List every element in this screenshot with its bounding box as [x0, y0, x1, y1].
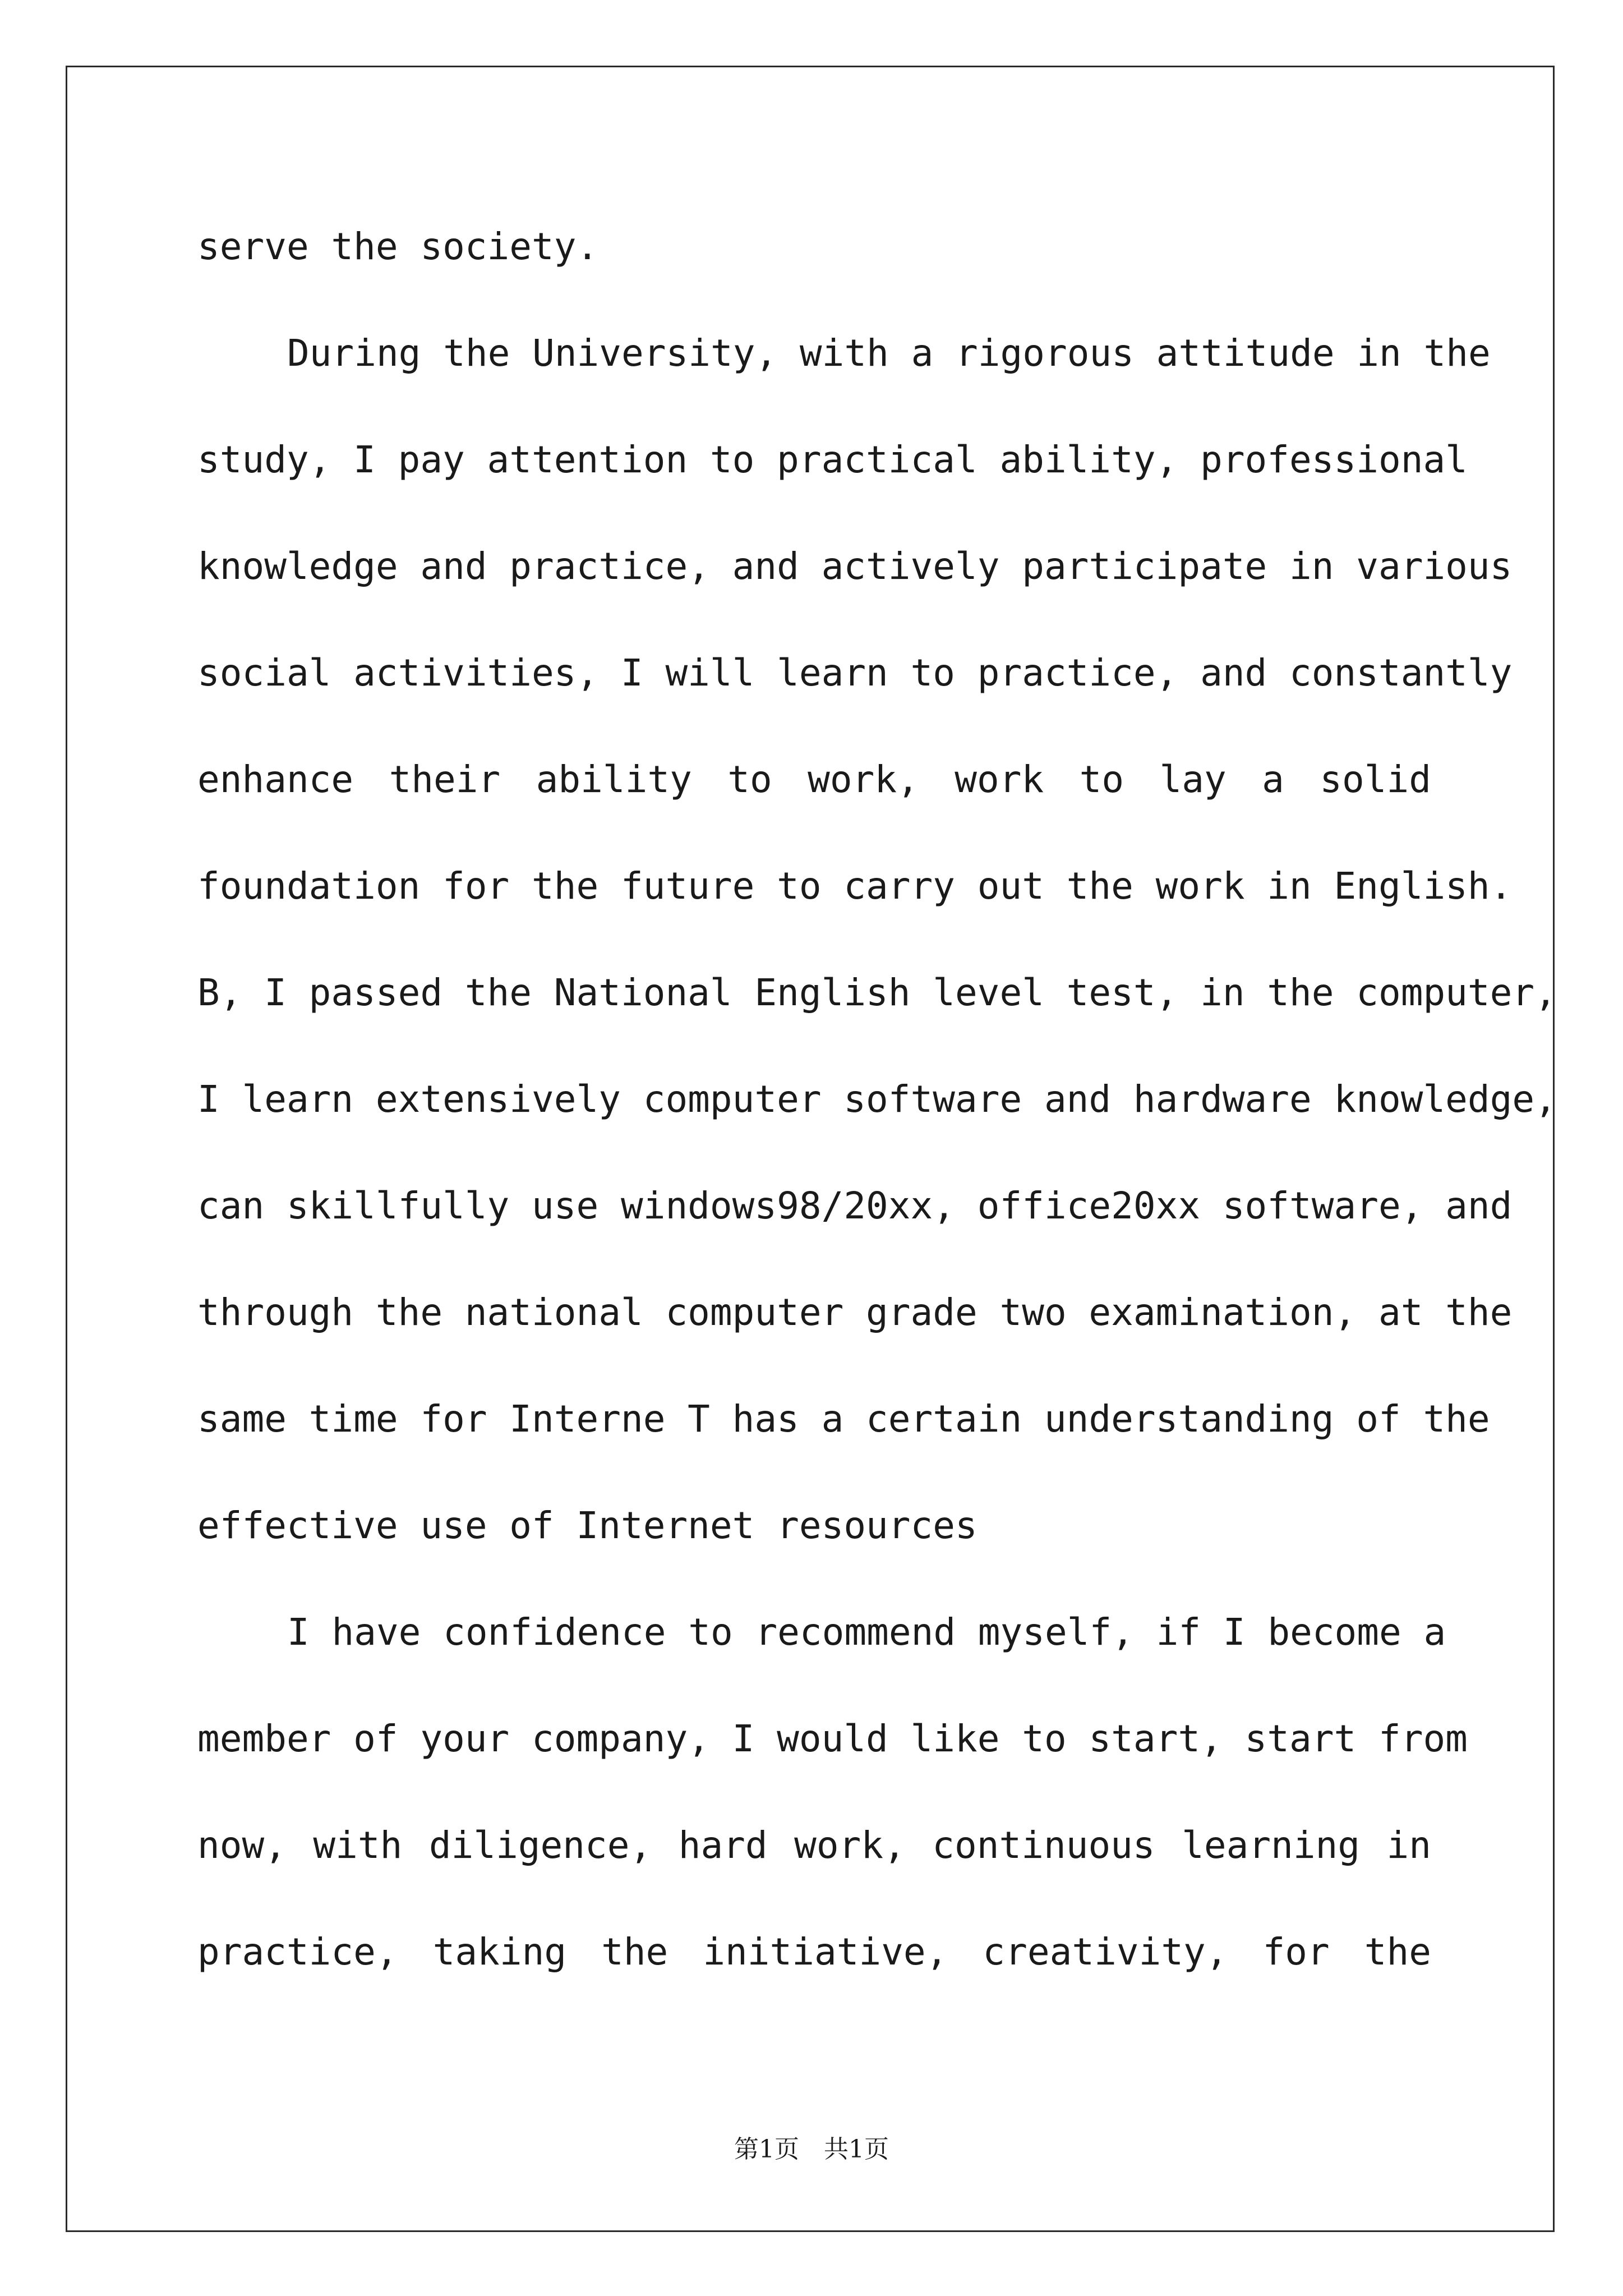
text-line: I have confidence to recommend myself, if I become a — [287, 1611, 1446, 1654]
text-line: member of your company, I would like to start, start from — [197, 1717, 1468, 1760]
text-line: through the national computer grade two examination, at the — [197, 1291, 1513, 1334]
text-line: study, I pay attention to practical ability, professional — [197, 438, 1468, 481]
text-line: social activities, I will learn to practice, and constantly — [197, 651, 1513, 694]
text-line: I learn extensively computer software and hardware knowledge, — [197, 1078, 1557, 1121]
text-line: effective use of Internet resources — [197, 1504, 978, 1547]
page-border — [66, 66, 1555, 2232]
text-line: same time for Interne T has a certain understanding of the — [197, 1397, 1490, 1441]
text-line: During the University, with a rigorous attitude in the — [287, 332, 1491, 375]
text-line: foundation for the future to carry out the work in English. — [197, 864, 1513, 908]
text-line: can skillfully use windows98/20xx, office20xx software, and — [197, 1184, 1513, 1227]
text-line: practice, taking the initiative, creativity, for the — [197, 1930, 1431, 1973]
text-line: knowledge and practice, and actively participate in various — [197, 545, 1513, 588]
text-line: B, I passed the National English level test, in the computer, — [197, 971, 1557, 1014]
page-footer: 第1页 共1页 — [734, 2135, 889, 2164]
text-line: enhance their ability to work, work to lay a solid — [197, 758, 1431, 801]
text-line: serve the society. — [197, 225, 599, 268]
text-line: now, with diligence, hard work, continuous learning in — [197, 1824, 1431, 1867]
